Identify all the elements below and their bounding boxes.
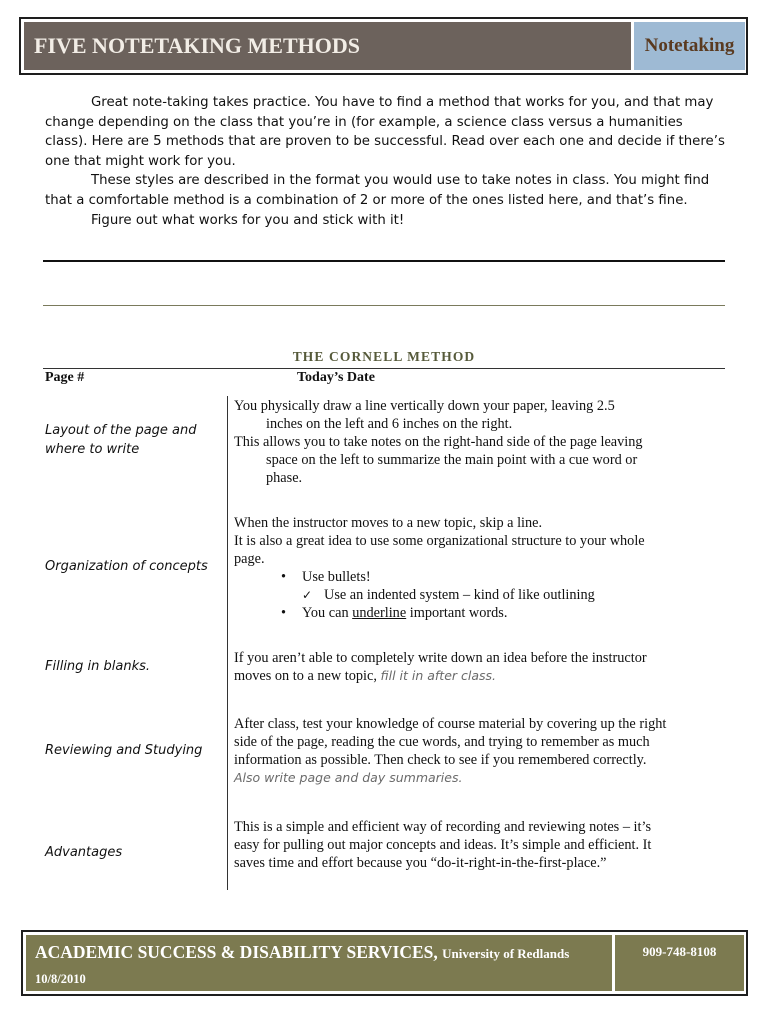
footer-org bbox=[35, 942, 569, 963]
cue-organization: Organization of concepts bbox=[45, 559, 208, 574]
note-org-line1: When the instructor moves to a new topic, skip a line. bbox=[234, 515, 543, 531]
page-title: FIVE NOTETAKING METHODS bbox=[24, 22, 631, 70]
handwritten-note: fill it in after class. bbox=[380, 668, 496, 683]
intro-paragraph-1: Great note-taking takes practice. You have to find a method that works for you, and that may change depending on the class that you’re in (for example, a science class versus a humanities class). Here are 5 methods that are proven to be successful. Read over each one and decide if there’s one that might work for you. bbox=[45, 95, 725, 169]
bullet-text: important words. bbox=[406, 605, 508, 621]
intro-paragraph-3: Figure out what works for you and stick with it! bbox=[91, 212, 405, 228]
underlined-word: underline bbox=[352, 605, 407, 621]
cornell-header-rule bbox=[43, 368, 725, 369]
footer-org-name: ACADEMIC SUCCESS & DISABILITY SERVICES, bbox=[35, 942, 438, 962]
handwritten-note: Also write page and day summaries. bbox=[234, 770, 463, 785]
cornell-title: THE CORNELL METHOD bbox=[292, 349, 476, 364]
divider-rule bbox=[43, 260, 725, 262]
note-layout-line1b: inches on the left and 6 inches on the right. bbox=[266, 416, 513, 432]
cue-reviewing: Reviewing and Studying bbox=[45, 743, 203, 758]
cornell-vertical-line bbox=[227, 396, 228, 890]
footer-date: 10/8/2010 bbox=[35, 972, 86, 986]
bullet-text: You can bbox=[302, 605, 353, 621]
list-item: • Use bullets! bbox=[234, 568, 674, 586]
note-reviewing bbox=[234, 715, 674, 787]
cue-filling: Filling in blanks. bbox=[45, 659, 151, 674]
note-layout-line2b: space on the left to summarize the main point with a cue word or phase. bbox=[266, 452, 638, 486]
list-item-check: ✓ Use an indented system – kind of like outlining bbox=[234, 586, 674, 604]
note-layout bbox=[234, 397, 674, 487]
note-org-line2: It is also a great idea to use some organizational structure to your whole page. bbox=[234, 533, 645, 567]
footer-left bbox=[26, 935, 612, 991]
divider-rule-thin bbox=[43, 305, 725, 306]
note-layout-line1: You physically draw a line vertically down your paper, leaving 2.5 bbox=[234, 398, 615, 414]
header-tag: Notetaking bbox=[634, 22, 745, 70]
note-advantages: This is a simple and efficient way of recording and reviewing notes – it’s easy for pulling out major concepts and ideas. It’s simple and efficient. It saves time and effort because you “do-it-right-in-the-first-place.” bbox=[234, 819, 652, 871]
page-number-label: Page # bbox=[45, 370, 85, 385]
intro-section bbox=[45, 93, 725, 230]
note-layout-line2: This allows you to take notes on the right-hand side of the page leaving bbox=[234, 434, 643, 450]
note-organization bbox=[234, 514, 674, 622]
note-filling-text: If you aren’t able to completely write down an idea before the instructor moves on to a new topic, bbox=[234, 650, 647, 684]
note-org-bullets bbox=[234, 568, 674, 622]
list-item bbox=[234, 604, 674, 622]
todays-date-label: Today’s Date bbox=[297, 370, 375, 385]
note-reviewing-text: After class, test your knowledge of course material by covering up the right side of the page, reading the cue words, and trying to remember as much information as possible. Then check to see if you remembered correctly. bbox=[234, 716, 667, 768]
footer-box bbox=[21, 930, 748, 996]
intro-paragraph-2: These styles are described in the format you would use to take notes in class. You might find that a comfortable method is a combination of 2 or more of the ones listed here, and that’s fine. bbox=[45, 173, 710, 208]
cue-advantages: Advantages bbox=[45, 845, 123, 860]
cue-layout: Layout of the page and where to write bbox=[45, 423, 197, 457]
footer-university: University of Redlands bbox=[442, 946, 570, 961]
header-box bbox=[19, 17, 748, 75]
footer-phone: 909-748-8108 bbox=[615, 935, 744, 991]
note-filling bbox=[234, 649, 674, 685]
